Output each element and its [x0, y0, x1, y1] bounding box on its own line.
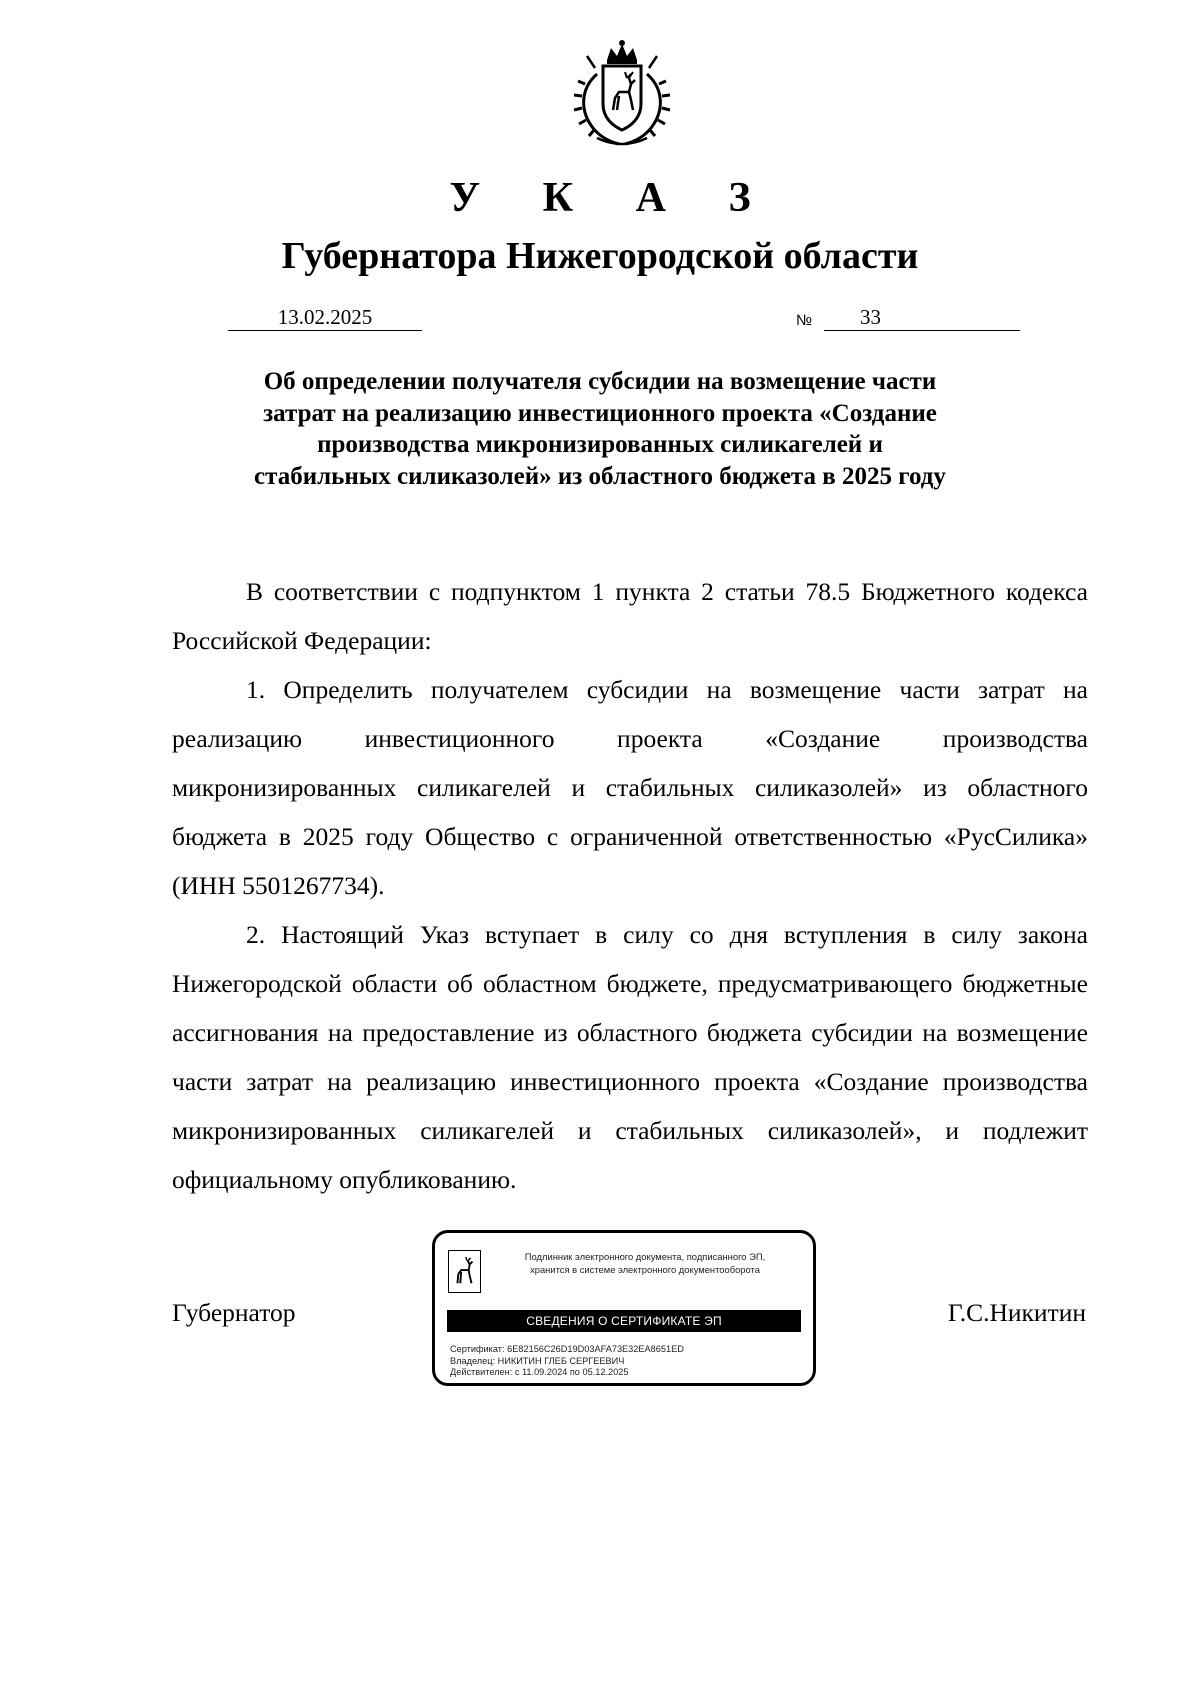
stamp-header-line: Подлинник электронного документа, подписанного ЭП,: [524, 1251, 766, 1262]
document-body: [172, 567, 1088, 1204]
subject-line: производства микронизированных силикагелей и: [317, 431, 883, 458]
body-paragraph: 2. Настоящий Указ вступает в силу со дня вступления в силу закона Нижегородской области об областном бюджете, предусматривающего бюджетные ассигнования на предоставление из областного бюджета субсидии на возмещение части затрат на реализацию инвестиционного проекта «Создание производства микронизированных силикагелей и стабильных силиказолей», и подлежит официальному опубликованию.: [172, 920, 1088, 1194]
certificate-validity: Действителен: с 11.09.2024 по 05.12.2025: [450, 1367, 629, 1377]
stamp-emblem-icon: [448, 1250, 481, 1293]
body-paragraph: В соответствии с подпунктом 1 пункта 2 статьи 78.5 Бюджетного кодекса Российской Федерации:: [172, 577, 1088, 655]
stamp-header-line: хранится в системе электронного документооборота: [530, 1264, 760, 1275]
stamp-certificate-info: [450, 1344, 684, 1379]
document-date: 13.02.2025: [228, 304, 422, 331]
document-type-title: У К А З: [449, 175, 777, 221]
signer-position: Губернатор: [172, 1298, 296, 1327]
certificate-id: Сертификат: 6E82156C26D19D03AFA73E32EA8651ED: [450, 1344, 684, 1354]
subject-line: стабильных силиказолей» из областного бюджета в 2025 году: [254, 462, 946, 490]
subject-line: Об определении получателя субсидии на возмещение части: [263, 368, 937, 395]
document-number: 33: [860, 305, 881, 329]
coat-of-arms-emblem: [567, 38, 677, 150]
document-subject: [200, 366, 1000, 492]
electronic-signature-stamp: [432, 1230, 816, 1386]
certificate-owner: Владелец: НИКИТИН ГЛЕБ СЕРГЕЕВИЧ: [450, 1355, 625, 1366]
stamp-certificate-title: СВЕДЕНИЯ О СЕРТИФИКАТЕ ЭП: [447, 1310, 801, 1332]
document-number-field: [824, 304, 1020, 331]
signer-name: Г.С.Никитин: [947, 1298, 1086, 1327]
issuing-authority: Губернатора Нижегородской области: [281, 235, 919, 277]
body-paragraph: 1. Определить получателем субсидии на возмещение части затрат на реализацию инвестиционного проекта «Создание производства микронизированных силикагелей и стабильных силиказолей» из областного бюджета в 2025 году Общество с ограниченной ответственностью «РусСилика» (ИНН 5501267734).: [172, 675, 1088, 900]
number-label: №: [796, 312, 813, 329]
subject-line: затрат на реализацию инвестиционного проекта «Создание: [263, 399, 937, 427]
stamp-header: [485, 1250, 805, 1276]
